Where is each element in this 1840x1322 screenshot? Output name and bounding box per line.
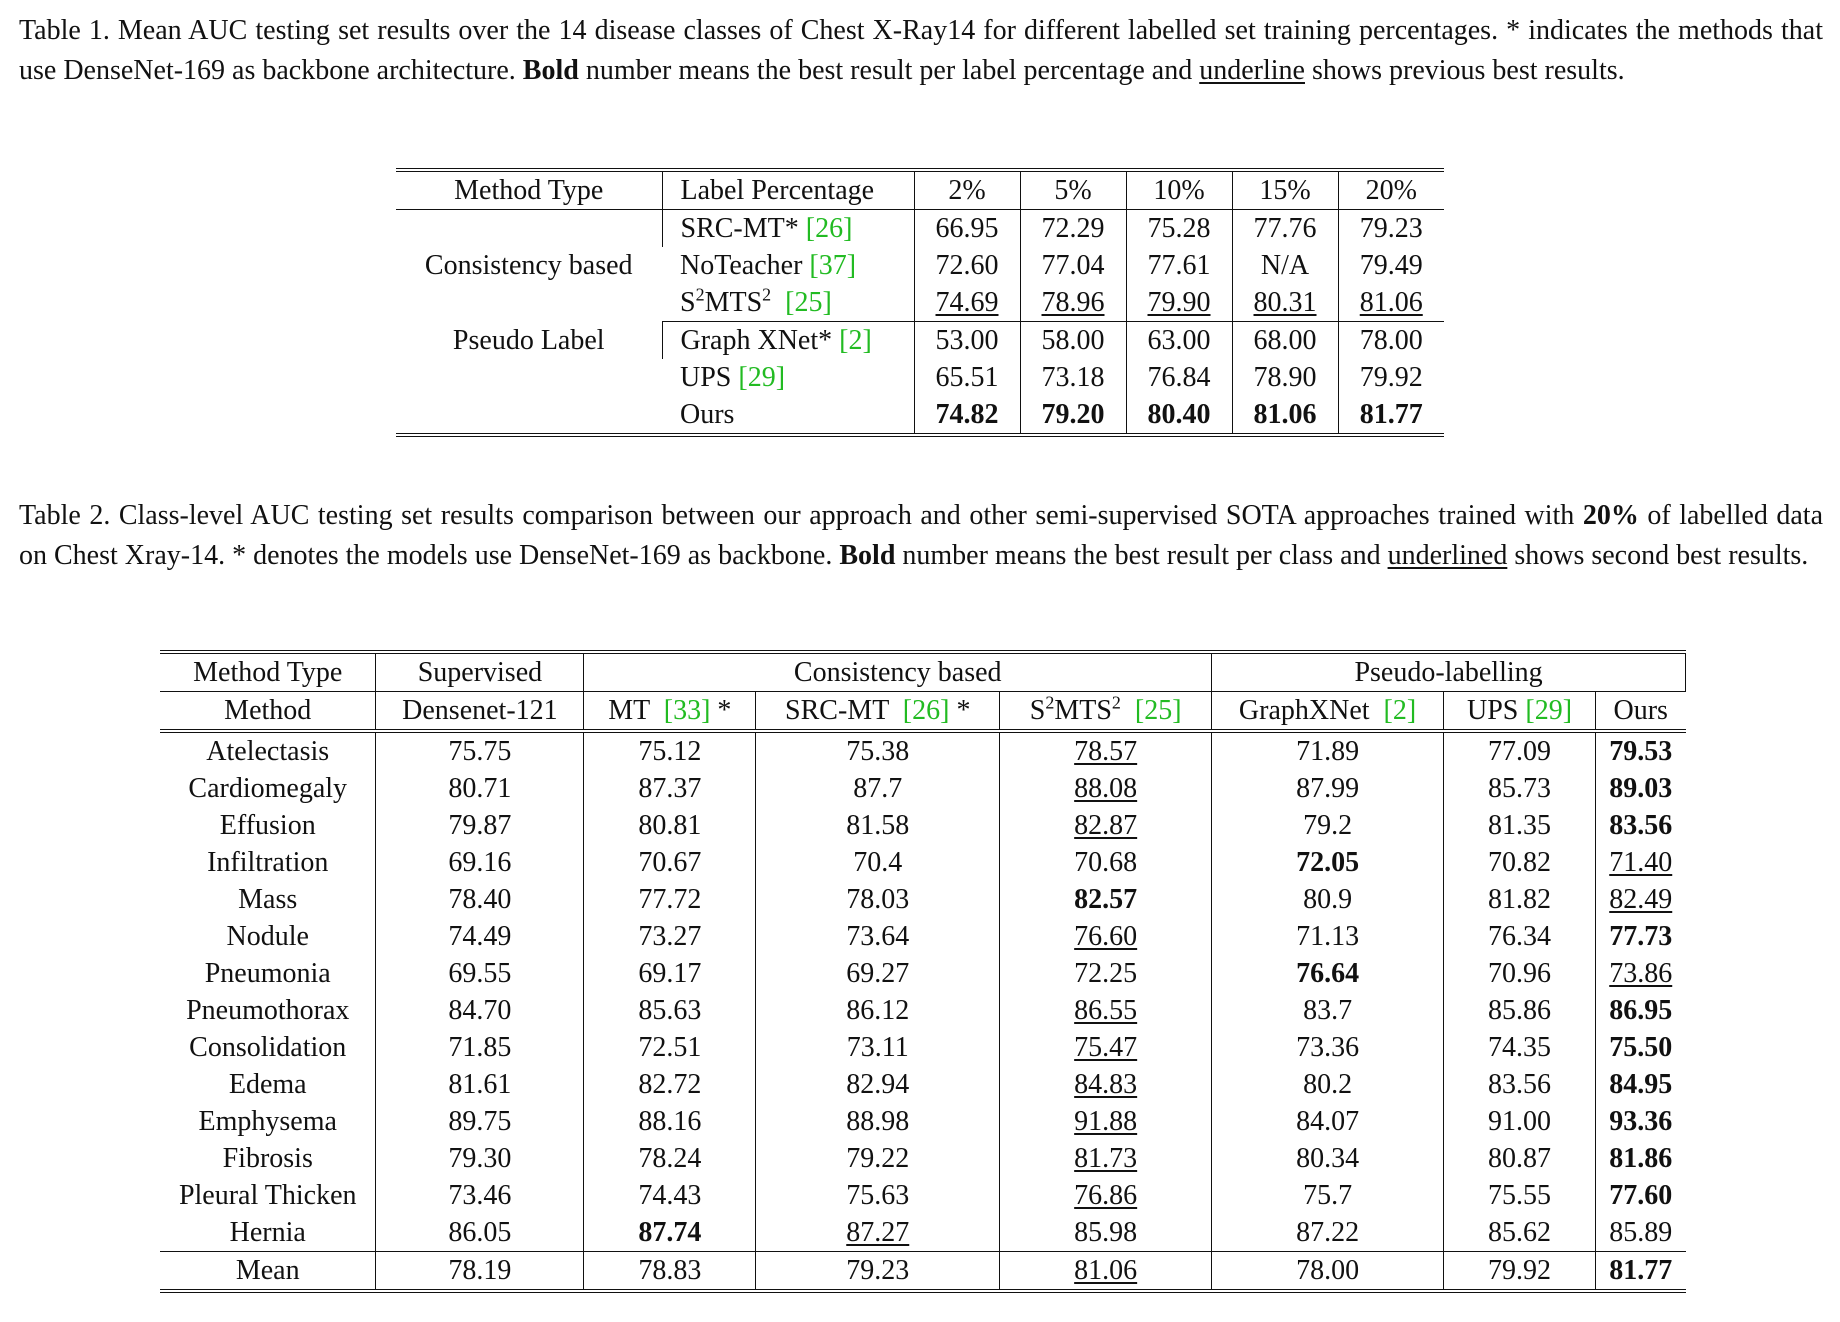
class-cell: Infiltration [207, 847, 329, 878]
value-cell: 79.92 [1444, 1252, 1596, 1292]
table2-body [160, 731, 1686, 1291]
caption-underline: underlined [1387, 540, 1508, 571]
value-cell: 82.49 [1595, 881, 1685, 918]
value-cell: 78.00 [1338, 322, 1444, 360]
value-cell: 80.34 [1212, 1140, 1444, 1177]
caption-text: number means the best result per class and [895, 540, 1388, 571]
class-cell: Nodule [226, 921, 309, 952]
value-cell: 72.05 [1212, 844, 1444, 881]
value-cell: 70.96 [1444, 955, 1596, 992]
value-cell: 81.06 [1338, 284, 1444, 322]
value-cell: 87.22 [1212, 1214, 1444, 1252]
value-cell: 79.53 [1595, 731, 1685, 770]
table1-row [396, 210, 1444, 248]
value-cell: 69.55 [376, 955, 584, 992]
value-cell: 88.98 [756, 1103, 1000, 1140]
value-cell: 89.75 [376, 1103, 584, 1140]
value-cell: 79.30 [376, 1140, 584, 1177]
value-cell: 73.46 [376, 1177, 584, 1214]
method-name: SRC-MT* [680, 213, 799, 244]
value-cell: 91.88 [1000, 1103, 1212, 1140]
value-cell: 78.40 [376, 881, 584, 918]
value-cell: 80.87 [1444, 1140, 1596, 1177]
table2-caption [19, 496, 1823, 576]
method-name: UPS [680, 362, 732, 393]
citation-link[interactable]: 29 [747, 362, 776, 393]
class-cell: Emphysema [198, 1106, 337, 1137]
citation-link[interactable]: 29 [1534, 695, 1563, 726]
table-row [160, 918, 1686, 955]
value-cell: 76.84 [1126, 359, 1232, 396]
value-cell: 74.35 [1444, 1029, 1596, 1066]
value-cell: 81.82 [1444, 881, 1596, 918]
class-cell: Pneumothorax [186, 995, 350, 1026]
value-cell: 81.77 [1338, 396, 1444, 435]
header-cell: $S^2MTS^2$ [25] [1000, 692, 1212, 732]
value-cell: 73.27 [584, 918, 756, 955]
header-cell: Ours [1595, 692, 1685, 732]
value-cell: 75.50 [1595, 1029, 1685, 1066]
value-cell: N/A [1232, 247, 1338, 284]
citation-link[interactable]: 2 [1392, 695, 1407, 726]
class-cell: Fibrosis [222, 1143, 313, 1174]
value-cell: 72.25 [1000, 955, 1212, 992]
header-cell: 20% [1338, 170, 1444, 210]
value-cell: 76.60 [1000, 918, 1212, 955]
value-cell: 73.11 [756, 1029, 1000, 1066]
value-cell: 79.92 [1338, 359, 1444, 396]
value-cell: 76.34 [1444, 918, 1596, 955]
table2-mean-row [160, 1252, 1686, 1292]
table-row [160, 1214, 1686, 1252]
value-cell: 79.49 [1338, 247, 1444, 284]
value-cell: 79.23 [756, 1252, 1000, 1292]
citation-link[interactable]: 25 [794, 287, 823, 318]
value-cell: 78.24 [584, 1140, 756, 1177]
value-cell: 53.00 [914, 322, 1020, 360]
value-cell: 76.64 [1212, 955, 1444, 992]
method-name: Ours [680, 399, 735, 430]
value-cell: 86.12 [756, 992, 1000, 1029]
table1-caption [19, 11, 1823, 91]
class-cell: Effusion [219, 810, 316, 841]
class-cell: Hernia [160, 1214, 376, 1252]
table-row [160, 1066, 1686, 1103]
value-cell: 82.57 [1000, 881, 1212, 918]
caption-text: shows second best results. [1507, 540, 1809, 571]
value-cell: 85.73 [1444, 770, 1596, 807]
value-cell: 75.55 [1444, 1177, 1596, 1214]
value-cell: 81.06 [1232, 396, 1338, 435]
method-name: NoTeacher [680, 250, 803, 281]
value-cell: 84.83 [1000, 1066, 1212, 1103]
value-cell: 70.68 [1000, 844, 1212, 881]
value-cell: 71.85 [376, 1029, 584, 1066]
value-cell: 87.27 [756, 1214, 1000, 1252]
value-cell: 78.57 [1000, 731, 1212, 770]
class-cell: Edema [228, 1069, 307, 1100]
method-name: S [680, 287, 696, 318]
citation-link[interactable]: 33 [673, 695, 702, 726]
value-cell: 75.75 [376, 731, 584, 770]
value-cell: 79.87 [376, 807, 584, 844]
value-cell: 80.71 [376, 770, 584, 807]
value-cell: 77.60 [1595, 1177, 1685, 1214]
value-cell: 70.67 [584, 844, 756, 881]
value-cell: 87.7 [756, 770, 1000, 807]
value-cell: 83.7 [1212, 992, 1444, 1029]
value-cell: 75.63 [756, 1177, 1000, 1214]
value-cell: 80.40 [1126, 396, 1232, 435]
table2-class-auc [160, 650, 1686, 1293]
value-cell: 78.96 [1020, 284, 1126, 322]
value-cell: 79.23 [1338, 210, 1444, 248]
value-cell: 81.06 [1000, 1252, 1212, 1292]
value-cell: 81.58 [756, 807, 1000, 844]
value-cell: 75.38 [756, 731, 1000, 770]
citation-link[interactable]: 25 [1144, 695, 1173, 726]
table-row [160, 1177, 1686, 1214]
value-cell: 68.00 [1232, 322, 1338, 360]
header-cell: MT [33] * [584, 692, 756, 732]
value-cell: 75.7 [1212, 1177, 1444, 1214]
value-cell: 75.47 [1000, 1029, 1212, 1066]
header-cell: SRC-MT [26] * [756, 692, 1000, 732]
value-cell: 86.95 [1595, 992, 1685, 1029]
method-type-cell: Consistency based [424, 250, 633, 282]
value-cell: 77.09 [1444, 731, 1596, 770]
class-cell: Pleural Thicken [178, 1180, 357, 1211]
value-cell: 71.13 [1212, 918, 1444, 955]
class-cell: Cardiomegaly [188, 773, 348, 804]
caption-bold: Bold [522, 55, 579, 86]
value-cell: 71.89 [1212, 731, 1444, 770]
superscript: 2 [695, 284, 705, 305]
header-cell: 5% [1020, 170, 1126, 210]
value-cell: 77.61 [1126, 247, 1232, 284]
value-cell: 72.51 [584, 1029, 756, 1066]
value-cell: 78.19 [376, 1252, 584, 1292]
table-row [160, 807, 1686, 844]
table1-row [396, 322, 1444, 360]
value-cell: 69.27 [756, 955, 1000, 992]
value-cell: 74.49 [376, 918, 584, 955]
value-cell: 70.4 [756, 844, 1000, 881]
header-cell: Method Type [160, 652, 376, 692]
method-name: Graph XNet* [680, 325, 833, 356]
value-cell: 81.61 [376, 1066, 584, 1103]
value-cell: 69.17 [584, 955, 756, 992]
method-cell [662, 396, 914, 435]
value-cell: 85.86 [1444, 992, 1596, 1029]
value-cell: 80.2 [1212, 1066, 1444, 1103]
class-cell: Mean [235, 1255, 300, 1286]
value-cell: 82.72 [584, 1066, 756, 1103]
header-cell: Method Type [396, 170, 662, 210]
header-cell: Method [160, 692, 376, 732]
table-row [160, 770, 1686, 807]
header-cell: 10% [1126, 170, 1232, 210]
value-cell: 77.72 [584, 881, 756, 918]
caption-bold: Bold [839, 540, 896, 571]
value-cell: 93.36 [1595, 1103, 1685, 1140]
header-cell: Label Percentage [662, 170, 914, 210]
value-cell: 78.00 [1212, 1252, 1444, 1292]
citation-link[interactable]: 37 [818, 250, 847, 281]
value-cell: 71.40 [1595, 844, 1685, 881]
value-cell: 85.63 [584, 992, 756, 1029]
caption-bold: 20% [1582, 500, 1639, 531]
method-cell: NoTeacher [37] [680, 250, 857, 281]
value-cell: 76.86 [1000, 1177, 1212, 1214]
caption-text: of labelled data on Chest Xray-14. * denotes the models use DenseNet-169 as backbone. [19, 500, 1823, 571]
value-cell: 85.98 [1000, 1214, 1212, 1252]
value-cell: 87.37 [584, 770, 756, 807]
value-cell: 81.86 [1595, 1140, 1685, 1177]
value-cell: 80.9 [1212, 881, 1444, 918]
header-cell: GraphXNet [2] [1212, 692, 1444, 732]
value-cell: 73.64 [756, 918, 1000, 955]
value-cell: 81.77 [1595, 1252, 1685, 1292]
value-cell: 78.03 [756, 881, 1000, 918]
value-cell: 82.94 [756, 1066, 1000, 1103]
value-cell: 73.18 [1020, 359, 1126, 396]
caption-text: Table 2. Class-level AUC testing set results comparison between our approach and other semi-supervised SOTA approaches trained with [19, 500, 1583, 531]
header-cell: Consistency based [584, 652, 1212, 692]
value-cell: 74.43 [584, 1177, 756, 1214]
value-cell: 73.86 [1595, 955, 1685, 992]
value-cell: 87.99 [1212, 770, 1444, 807]
value-cell: 75.28 [1126, 210, 1232, 248]
value-cell: 89.03 [1595, 770, 1685, 807]
table2-header-row [160, 652, 1686, 692]
table-row [160, 1029, 1686, 1066]
value-cell: 74.69 [914, 284, 1020, 322]
header-cell: Pseudo-labelling [1212, 652, 1686, 692]
table-row [160, 844, 1686, 881]
class-cell: Atelectasis [206, 736, 330, 767]
header-cell: UPS [29] [1444, 692, 1596, 732]
value-cell: 88.16 [584, 1103, 756, 1140]
table-row [160, 881, 1686, 918]
method-type-cell: Pseudo Label [452, 324, 605, 356]
table-row [160, 955, 1686, 992]
table1-mean-auc [396, 168, 1444, 437]
value-cell: 86.55 [1000, 992, 1212, 1029]
class-cell: Consolidation [189, 1032, 347, 1063]
value-cell: 66.95 [914, 210, 1020, 248]
header-cell: Densenet-121 [376, 692, 584, 732]
table2-header-row [160, 692, 1686, 732]
value-cell: 72.60 [914, 247, 1020, 284]
superscript: 2 [762, 284, 772, 305]
table1-header-row [396, 170, 1444, 210]
value-cell: 88.08 [1000, 770, 1212, 807]
value-cell: 79.20 [1020, 396, 1126, 435]
citation-link[interactable]: 26 [912, 695, 941, 726]
caption-underline: underline [1199, 55, 1305, 86]
value-cell: 85.62 [1444, 1214, 1596, 1252]
value-cell: 77.76 [1232, 210, 1338, 248]
method-cell: Graph XNet* [2] [662, 322, 914, 360]
header-cell: 2% [914, 170, 1020, 210]
method-cell: $S^2MTS^2$ [25] [662, 284, 914, 322]
value-cell: 63.00 [1126, 322, 1232, 360]
value-cell: 84.07 [1212, 1103, 1444, 1140]
value-cell: 75.12 [584, 731, 756, 770]
value-cell: 73.36 [1212, 1029, 1444, 1066]
caption-text: number means the best result per label percentage and [578, 55, 1200, 86]
value-cell: 81.73 [1000, 1140, 1212, 1177]
table-row [160, 1103, 1686, 1140]
value-cell: 78.90 [1232, 359, 1338, 396]
header-cell: 15% [1232, 170, 1338, 210]
value-cell: 84.95 [1595, 1066, 1685, 1103]
value-cell: 81.35 [1444, 807, 1596, 844]
value-cell: 77.73 [1595, 918, 1685, 955]
value-cell: 83.56 [1444, 1066, 1596, 1103]
table-row [160, 1140, 1686, 1177]
method-name: MTS [704, 287, 763, 318]
table-row [160, 992, 1686, 1029]
value-cell: 80.81 [584, 807, 756, 844]
class-cell: Pneumonia [204, 958, 331, 989]
method-cell: SRC-MT* [26] [662, 210, 914, 248]
value-cell: 77.04 [1020, 247, 1126, 284]
value-cell: 65.51 [914, 359, 1020, 396]
value-cell: 79.22 [756, 1140, 1000, 1177]
class-cell: Mass [238, 884, 298, 915]
header-cell: Supervised [376, 652, 584, 692]
value-cell: 85.89 [1595, 1214, 1685, 1252]
value-cell: 70.82 [1444, 844, 1596, 881]
citation-link[interactable]: 26 [815, 213, 844, 244]
method-cell: UPS [29] [680, 362, 786, 393]
value-cell: 82.87 [1000, 807, 1212, 844]
value-cell: 84.70 [376, 992, 584, 1029]
value-cell: 58.00 [1020, 322, 1126, 360]
value-cell: 78.83 [584, 1252, 756, 1292]
caption-text: shows previous best results. [1304, 55, 1625, 86]
value-cell: 74.82 [914, 396, 1020, 435]
value-cell: 69.16 [376, 844, 584, 881]
table-row [160, 731, 1686, 770]
value-cell: 80.31 [1232, 284, 1338, 322]
value-cell: 83.56 [1595, 807, 1685, 844]
value-cell: 86.05 [376, 1214, 584, 1252]
value-cell: 87.74 [584, 1214, 756, 1252]
caption-text: Table 1. Mean AUC testing set results over the 14 disease classes of Chest X-Ray14 for different labelled set training percentages. * indicates the methods that use DenseNet-169 as backbone architecture. [19, 15, 1823, 86]
value-cell: 91.00 [1444, 1103, 1596, 1140]
citation-link[interactable]: 2 [848, 325, 863, 356]
value-cell: 79.90 [1126, 284, 1232, 322]
value-cell: 72.29 [1020, 210, 1126, 248]
value-cell: 79.2 [1212, 807, 1444, 844]
